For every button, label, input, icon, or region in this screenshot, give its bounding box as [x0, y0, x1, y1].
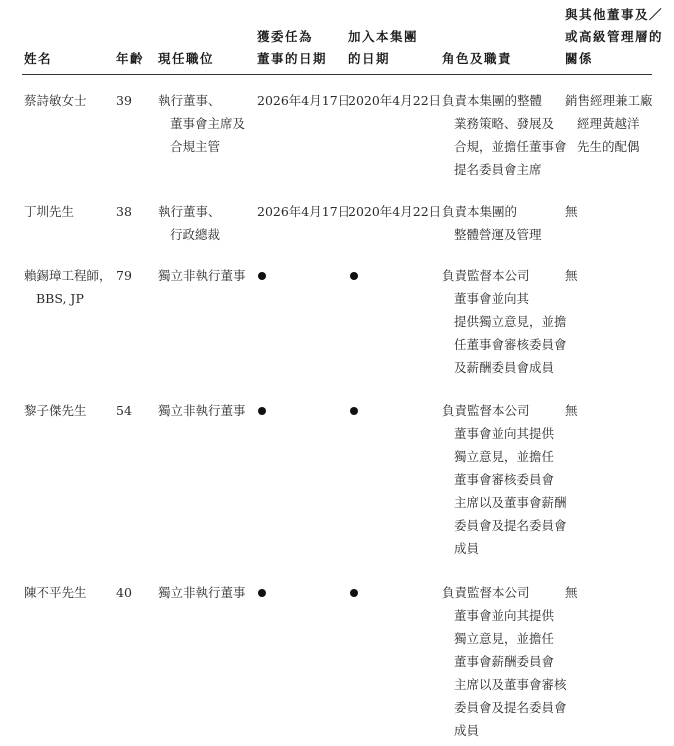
row-2-joined-date: 2020年4月22日 — [348, 204, 442, 219]
header-age: 年齡 — [116, 51, 145, 66]
row-2-position: 執行董事、 行政總裁 — [158, 204, 221, 242]
row-4-name: 黎子傑先生 — [24, 403, 87, 418]
row-3-roles: 負責監督本公司 董事會並向其 提供獨立意見，並擔 任董事會審核委員會 及薪酬委員會成員 — [442, 268, 567, 375]
row-2-appointed-date: 2026年4月17日 — [257, 204, 351, 219]
row-2-name: 丁圳先生 — [24, 204, 75, 219]
header-relation-2: 或高級管理層的 — [565, 29, 664, 44]
row-1-appointed-date: 2026年4月17日 — [257, 93, 351, 108]
row-4-appointed-bullet-icon — [258, 407, 266, 415]
row-4-joined-bullet-icon — [350, 407, 358, 415]
row-4-age: 54 — [116, 403, 132, 418]
row-2-relation: 無 — [565, 204, 578, 219]
row-3-relation: 無 — [565, 268, 578, 283]
header-appointed-date-1: 獲委任為 — [257, 29, 314, 44]
header-rule — [22, 74, 652, 75]
row-1-relation: 銷售經理兼工廠 經理黃越洋 先生的配偶 — [565, 93, 653, 154]
row-1-age: 39 — [116, 93, 132, 108]
row-5-position: 獨立非執行董事 — [158, 585, 246, 600]
row-5-roles: 負責監督本公司 董事會並向其提供 獨立意見，並擔任 董事會薪酬委員會 主席以及董事會審核 委員會及提名委員會 成員 — [442, 585, 567, 738]
row-2-age: 38 — [116, 204, 132, 219]
header-relation-1: 與其他董事及／ — [565, 7, 664, 22]
row-5-age: 40 — [116, 585, 132, 600]
header-position: 現任職位 — [158, 51, 215, 66]
header-joined-date-1: 加入本集團 — [348, 29, 419, 44]
row-5-relation: 無 — [565, 585, 578, 600]
row-3-joined-bullet-icon — [350, 272, 358, 280]
row-4-relation: 無 — [565, 403, 578, 418]
row-5-name: 陳不平先生 — [24, 585, 87, 600]
row-3-appointed-bullet-icon — [258, 272, 266, 280]
row-5-appointed-bullet-icon — [258, 589, 266, 597]
row-3-age: 79 — [116, 268, 132, 283]
row-4-position: 獨立非執行董事 — [158, 403, 246, 418]
row-1-position: 執行董事、 董事會主席及 合規主管 — [158, 93, 246, 154]
row-1-name: 蔡詩敏女士 — [24, 93, 87, 108]
header-relation-3: 關係 — [565, 51, 594, 66]
row-5-joined-bullet-icon — [350, 589, 358, 597]
row-2-roles: 負責本集團的 整體營運及管理 — [442, 204, 542, 242]
header-name: 姓名 — [24, 51, 53, 66]
row-4-roles: 負責監督本公司 董事會並向其提供 獨立意見，並擔任 董事會審核委員會 主席以及董事會薪酬 委員會及提名委員會 成員 — [442, 403, 567, 556]
header-appointed-date-2: 董事的日期 — [257, 51, 328, 66]
header-roles: 角色及職責 — [442, 51, 513, 66]
row-1-joined-date: 2020年4月22日 — [348, 93, 442, 108]
row-3-position: 獨立非執行董事 — [158, 268, 246, 283]
row-1-roles: 負責本集團的整體 業務策略、發展及 合規，並擔任董事會 提名委員會主席 — [442, 93, 567, 177]
row-3-name: 賴錫璋工程師， BBS, JP — [24, 268, 112, 306]
header-joined-date-2: 的日期 — [348, 51, 391, 66]
